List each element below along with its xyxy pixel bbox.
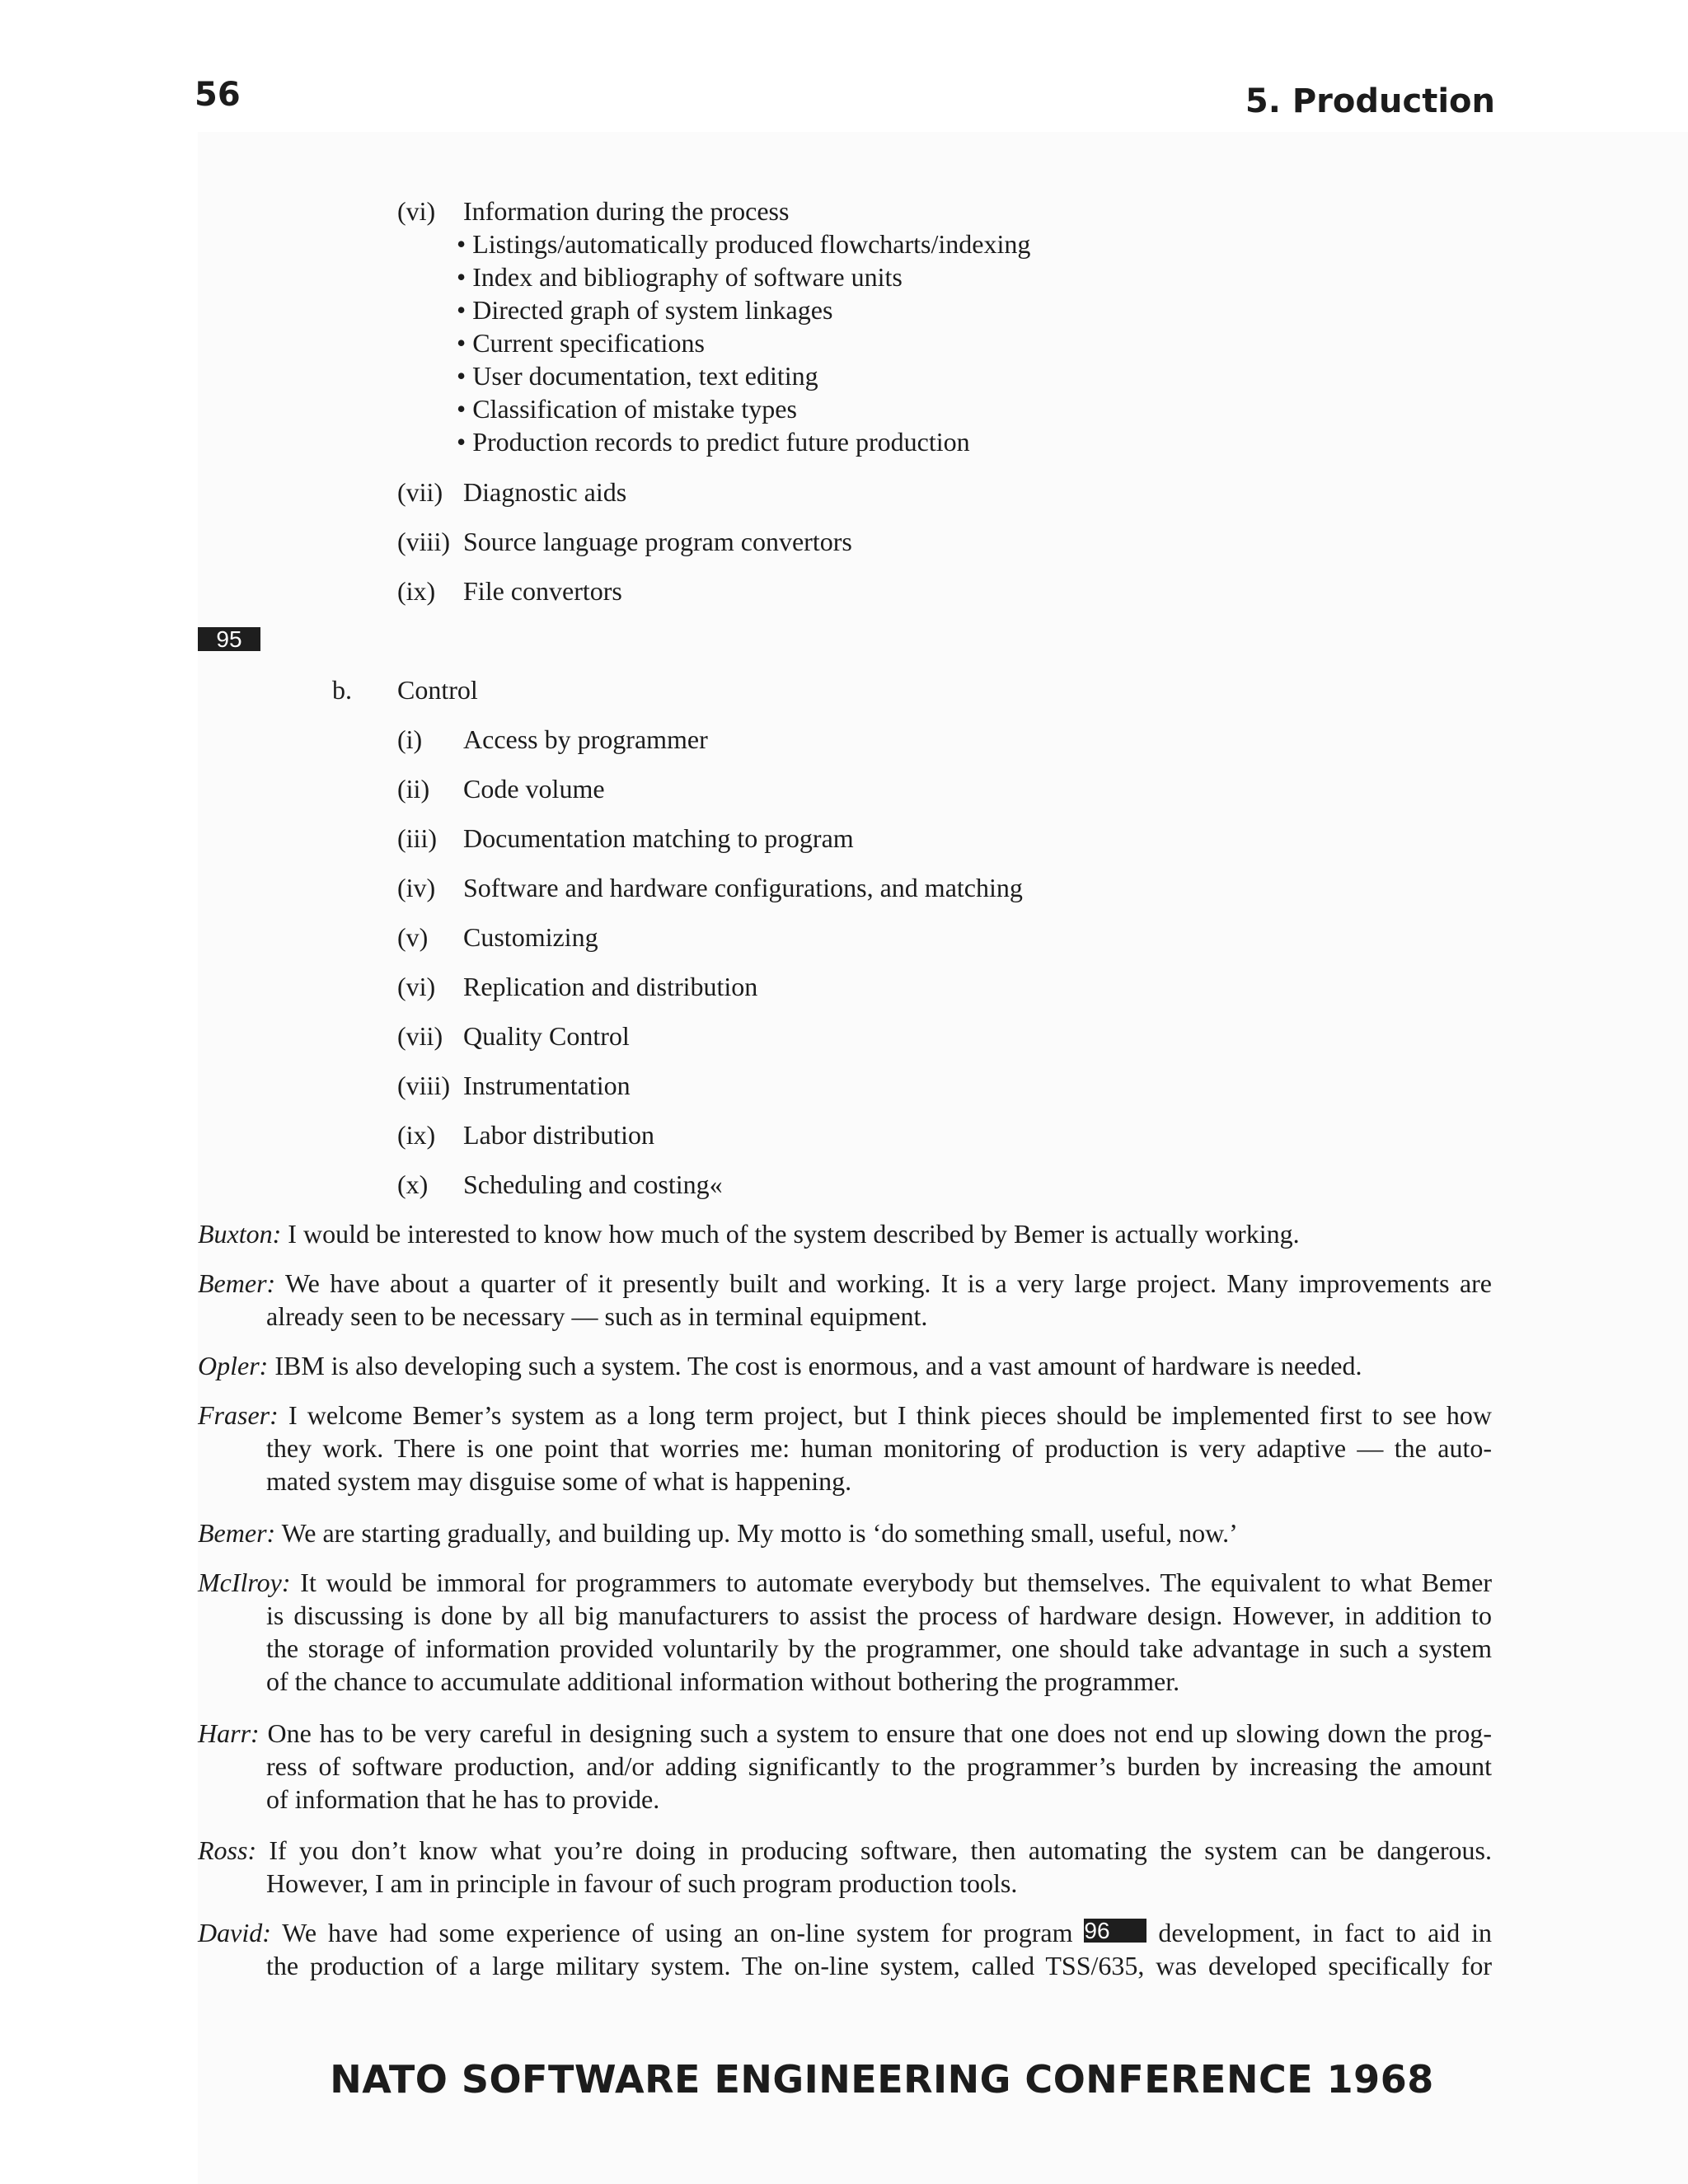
list-number: (iv)	[397, 873, 436, 902]
list-item-text: Information during the process	[463, 196, 790, 226]
paragraph-line: ress of software production, and/or adding significantly to the programmer’s burden by increasing the amount	[266, 1751, 1492, 1781]
paragraph-line: they work. There is one point that worries me: human monitoring of production is very adaptive — the auto-	[266, 1433, 1492, 1463]
list-number: (vii)	[397, 1021, 443, 1051]
list-item-text: Customizing	[463, 922, 598, 952]
list-number: (viii)	[397, 1071, 450, 1100]
list-item-text: Access by programmer	[463, 724, 708, 754]
paragraph-line: IBM is also developing such a system. The cost is enormous, and a vast amount of hardware is needed.	[268, 1351, 1362, 1380]
bullet-item: • Listings/automatically produced flowcharts/indexing	[457, 229, 1031, 259]
discussion-ross	[198, 1834, 1492, 1900]
discussion-bemer	[198, 1267, 1492, 1333]
list-item-text: Labor distribution	[463, 1120, 654, 1150]
discussion-harr	[198, 1717, 1492, 1816]
paragraph-line: We are starting gradually, and building up. My motto is ‘do something small, useful, now.’	[275, 1518, 1238, 1548]
paragraph-line: the production of a large military system. The on-line system, called TSS/635, was developed specifically for	[266, 1951, 1492, 1980]
chapter-title: 5. Production	[1245, 82, 1495, 120]
list-number: (v)	[397, 922, 429, 952]
paragraph-line: is discussing is done by all big manufacturers to assist the process of hardware design. However, in addition to	[266, 1601, 1492, 1630]
speaker-name: Buxton:	[198, 1219, 282, 1249]
speaker-name: McIlroy:	[198, 1568, 291, 1597]
list-item-text: Instrumentation	[463, 1071, 631, 1100]
paragraph-line: We have had some experience of using an on-line system for program	[270, 1918, 1085, 1947]
paragraph-line: One has to be very careful in designing such a system to ensure that one does not end up slowing down the prog-	[259, 1718, 1492, 1748]
bullet-item: • Directed graph of system linkages	[457, 295, 833, 325]
bullet-item: • Classification of mistake types	[457, 394, 797, 424]
speaker-name: Fraser:	[198, 1400, 279, 1430]
section-title: Control	[397, 675, 478, 705]
bullet-item: • Production records to predict future production	[457, 427, 970, 457]
page-marker-96: 96	[1084, 1919, 1146, 1943]
list-number: (vi)	[397, 972, 436, 1001]
list-item-text: Diagnostic aids	[463, 477, 627, 507]
list-number: (vii)	[397, 477, 443, 507]
speaker-name: Opler:	[198, 1351, 269, 1380]
paragraph-line: of the chance to accumulate additional information without bothering the programmer.	[266, 1666, 1180, 1696]
list-item-text: Code volume	[463, 774, 605, 804]
speaker-name: David:	[198, 1918, 271, 1947]
paragraph-line: mated system may disguise some of what is happening.	[266, 1466, 852, 1496]
list-item-text: Scheduling and costing«	[463, 1169, 723, 1199]
list-number: (ix)	[397, 1120, 436, 1150]
list-number: (viii)	[397, 527, 450, 556]
discussion-bemer-2	[198, 1516, 1492, 1549]
list-number: (ii)	[397, 774, 430, 804]
speaker-name: Ross:	[198, 1835, 257, 1865]
bullet-item: • Index and bibliography of software units	[457, 262, 903, 292]
speaker-name: Harr:	[198, 1718, 260, 1748]
list-number: (i)	[397, 724, 423, 754]
list-item-text: Source language program convertors	[463, 527, 852, 556]
list-item-text: Replication and distribution	[463, 972, 758, 1001]
list-number: (ix)	[397, 576, 436, 606]
page-number: 56	[195, 76, 241, 114]
discussion-fraser	[198, 1399, 1492, 1497]
paragraph-line: already seen to be necessary — such as in terminal equipment.	[266, 1301, 928, 1331]
paragraph-line: It would be immoral for programmers to automate everybody but themselves. The equivalent to what Bemer	[290, 1568, 1492, 1597]
discussion-opler	[198, 1349, 1492, 1382]
paragraph-line: If you don’t know what you’re doing in producing software, then automating the system can be dangerous.	[256, 1835, 1492, 1865]
paragraph-line: I welcome Bemer’s system as a long term project, but I think pieces should be implemented first to see how	[278, 1400, 1492, 1430]
list-number: (vi)	[397, 196, 436, 226]
discussion-buxton	[198, 1217, 1492, 1250]
paragraph-line: I would be interested to know how much of the system described by Bemer is actually working.	[281, 1219, 1300, 1249]
list-item-text: File convertors	[463, 576, 622, 606]
speaker-name: Bemer:	[198, 1268, 276, 1298]
page-marker-95: 95	[198, 627, 260, 651]
paragraph-line: the storage of information provided voluntarily by the programmer, one should take advantage in such a system	[266, 1633, 1492, 1663]
speaker-name: Bemer:	[198, 1518, 276, 1548]
list-item-text: Documentation matching to program	[463, 823, 854, 853]
list-number: (iii)	[397, 823, 437, 853]
paragraph-line: We have about a quarter of it presently built and working. It is a very large project. Many improvements are	[275, 1268, 1492, 1298]
discussion-david	[198, 1916, 1492, 1982]
section-letter: b.	[332, 675, 352, 705]
bullet-item: • Current specifications	[457, 328, 705, 358]
list-item-text: Software and hardware configurations, and matching	[463, 873, 1023, 902]
discussion-mcilroy	[198, 1566, 1492, 1698]
paragraph-line: However, I am in principle in favour of such program production tools.	[266, 1868, 1018, 1898]
list-number: (x)	[397, 1169, 429, 1199]
list-item-text: Quality Control	[463, 1021, 630, 1051]
paragraph-line: of information that he has to provide.	[266, 1784, 660, 1814]
bullet-item: • User documentation, text editing	[457, 361, 818, 391]
paragraph-line: development, in fact to aid in	[1146, 1918, 1493, 1947]
conference-footer: NATO SOFTWARE ENGINEERING CONFERENCE 1968	[330, 2057, 1434, 2102]
